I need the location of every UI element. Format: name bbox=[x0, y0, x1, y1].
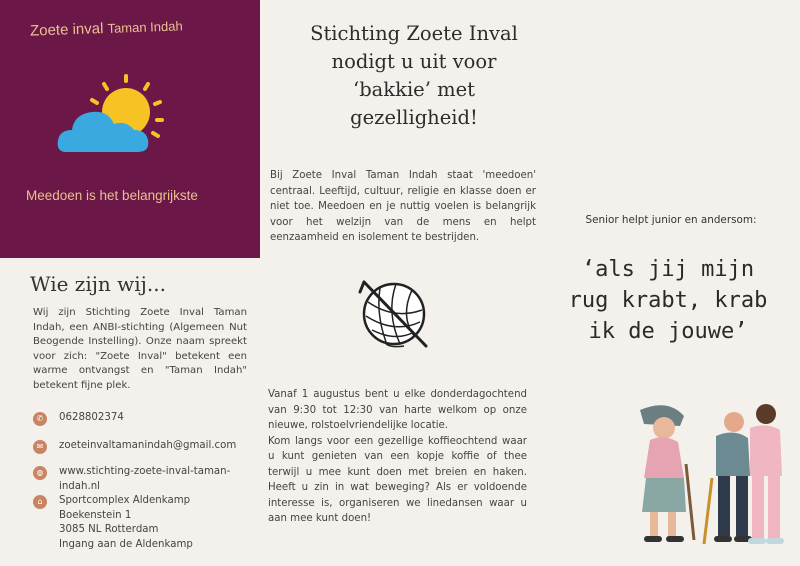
invitation-heading: Stichting Zoete Inval nodigt u uit voor ‘bakkie’ met gezelligheid! bbox=[310, 22, 518, 129]
activity-text bbox=[268, 387, 527, 527]
about-text: Wij zijn Stichting Zoete Inval Taman Indah, een ANBI-stichting (Algemeen Nut Beogende Instelling). Onze naam spreekt voor zich: "Zoete Inval" betekent een warme ontvangst en "Taman Indah" betekent fijne plek. bbox=[33, 307, 247, 391]
address-line-4: Ingang aan de Aldenkamp bbox=[59, 538, 193, 550]
phone-number[interactable]: 0628802374 bbox=[59, 412, 124, 423]
sun-cloud-icon bbox=[54, 72, 174, 162]
younger-man-figure bbox=[748, 404, 784, 544]
address-line-2: Boekenstein 1 bbox=[59, 509, 132, 521]
brand-panel bbox=[0, 0, 260, 258]
email-link[interactable]: zoeteinvaltamanindah@gmail.com bbox=[59, 440, 237, 451]
yarn-ball-icon bbox=[356, 276, 432, 350]
activity-paragraph-2: Kom langs voor een gezellige koffieochtend waar u kunt genieten van een kopje koffie of thee terwijl u mee kunt doen met breien en haken. Heeft u zin in wat beweging? Als er voldoende interesse is, organiseren we linedansen waar u aan mee kunt doen! bbox=[268, 435, 527, 524]
about-heading: Wie zijn wij... bbox=[30, 272, 166, 296]
address-text bbox=[59, 494, 249, 552]
activity-paragraph-1: Vanaf 1 augustus bent u elke donderdagochtend van 9:30 tot 12:30 van harte welkom op onze nieuwe, rolstoelvriendelijke locatie. bbox=[268, 389, 527, 431]
brand-title bbox=[30, 17, 183, 39]
address-line-1: Sportcomplex Aldenkamp bbox=[59, 495, 191, 506]
mail-icon: ✉ bbox=[33, 440, 47, 454]
older-man-figure bbox=[704, 412, 752, 544]
globe-icon: ◍ bbox=[33, 466, 47, 480]
address-line-3: 3085 NL Rotterdam bbox=[59, 524, 159, 535]
right-subheading: Senior helpt junior en andersom: bbox=[585, 214, 757, 226]
intro-text: Bij Zoete Inval Taman Indah staat 'meedoen' centraal. Leeftijd, cultuur, religie en klasse doen er niet toe. Meedoen en je nuttig voelen is belangrijk voor het welzijn van de mens en helpt eenzaamheid en isolement te bestrijden. bbox=[270, 170, 536, 243]
woman-figure bbox=[640, 405, 694, 542]
phone-icon: ✆ bbox=[33, 412, 47, 426]
seniors-illustration bbox=[628, 392, 788, 552]
right-quote: ‘als jij mijn rug krabt, krab ik de jouwe’ bbox=[568, 257, 768, 344]
website-link[interactable]: www.stichting-zoete-inval-taman-indah.nl bbox=[59, 466, 231, 492]
brand-slogan: Meedoen is het belangrijkste bbox=[26, 188, 198, 203]
home-icon: ⌂ bbox=[33, 495, 47, 509]
brand-title-main: Zoete inval bbox=[29, 20, 104, 40]
brand-title-sub: Taman Indah bbox=[107, 18, 183, 36]
